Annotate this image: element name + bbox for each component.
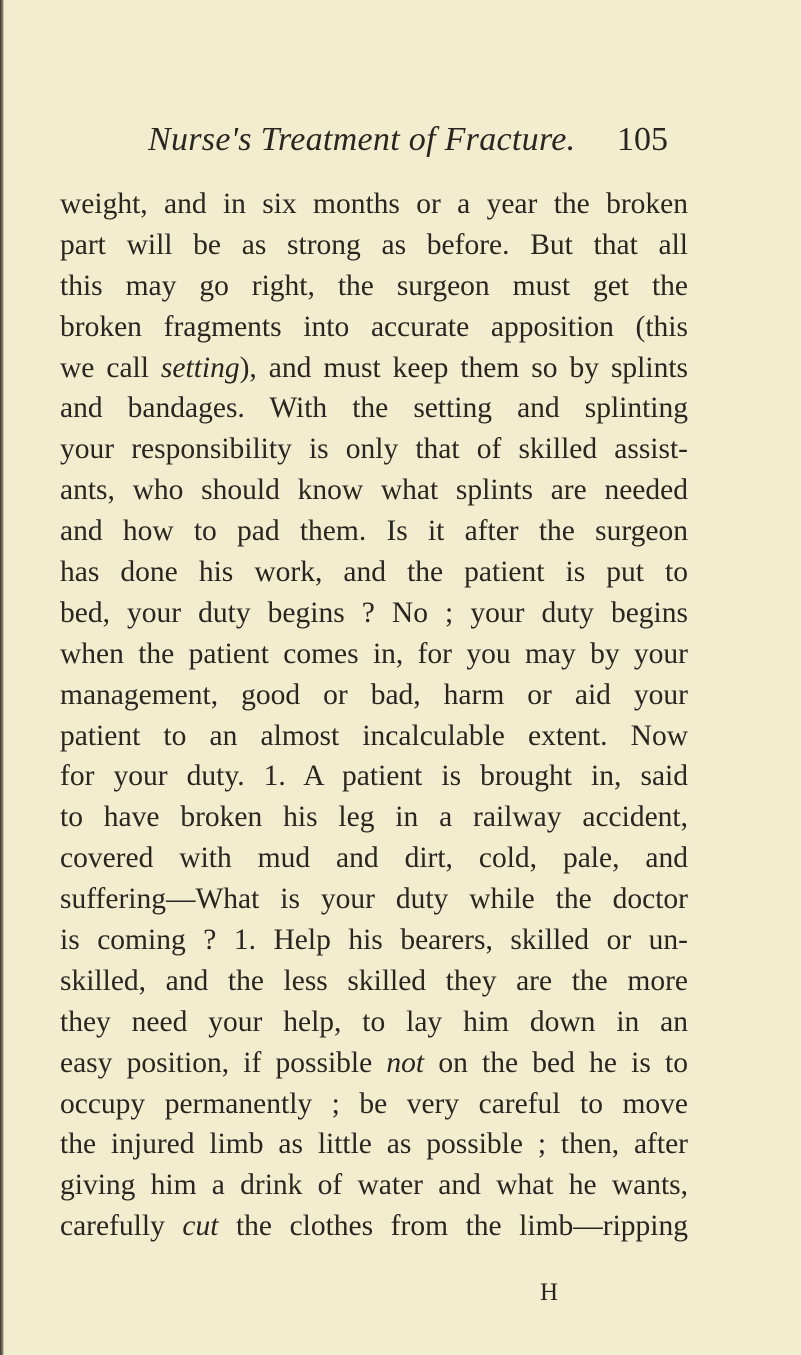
text-line: occupy permanently ; be very careful to move — [60, 1087, 688, 1120]
running-title: Nurse's Treatment of Fracture. — [148, 121, 576, 158]
text-line: we call setting), and must keep them so by splints — [60, 351, 688, 384]
text-line: the injured limb as little as possible ; then, after — [60, 1128, 688, 1161]
text-line: broken fragments into accurate apposition (this — [60, 310, 688, 343]
text-line: is coming ? 1. Help his bearers, skilled or un- — [60, 924, 688, 957]
text-line: patient to an almost incalculable extent. Now — [60, 719, 688, 752]
text-line: part will be as strong as before. But that all — [60, 228, 688, 261]
text-line: to have broken his leg in a railway accident, — [60, 801, 688, 834]
signature-mark: H — [540, 1279, 561, 1306]
text-line: when the patient comes in, for you may by your — [60, 637, 688, 670]
text-line: and bandages. With the setting and splinting — [60, 392, 688, 425]
body-text — [60, 184, 688, 1247]
text-line: this may go right, the surgeon must get the — [60, 269, 688, 302]
text-line: your responsibility is only that of skilled assist- — [60, 433, 688, 466]
page-edge — [0, 0, 4, 1355]
text-line: suffering—What is your duty while the doctor — [60, 883, 688, 916]
emphasis: cut — [182, 1210, 219, 1243]
text-line: carefully cut the clothes from the limb—ripping — [60, 1210, 688, 1243]
text-line: they need your help, to lay him down in an — [60, 1005, 688, 1038]
page-number: 105 — [617, 121, 668, 158]
running-header — [148, 118, 668, 162]
text-line: has done his work, and the patient is put to — [60, 556, 688, 589]
text-line: ants, who should know what splints are needed — [60, 474, 688, 507]
emphasis: setting — [160, 351, 240, 384]
emphasis: not — [386, 1046, 425, 1079]
text-line: skilled, and the less skilled they are the more — [60, 964, 688, 997]
text-line: and how to pad them. Is it after the surgeon — [60, 515, 688, 548]
text-line: weight, and in six months or a year the broken — [60, 188, 688, 220]
text-line: covered with mud and dirt, cold, pale, and — [60, 842, 688, 875]
text-line: giving him a drink of water and what he wants, — [60, 1169, 688, 1202]
text-line: easy position, if possible not on the bed he is to — [60, 1046, 688, 1079]
text-line: for your duty. 1. A patient is brought in, said — [60, 760, 688, 793]
text-line: management, good or bad, harm or aid your — [60, 678, 688, 711]
text-line: bed, your duty begins ? No ; your duty begins — [60, 596, 688, 629]
